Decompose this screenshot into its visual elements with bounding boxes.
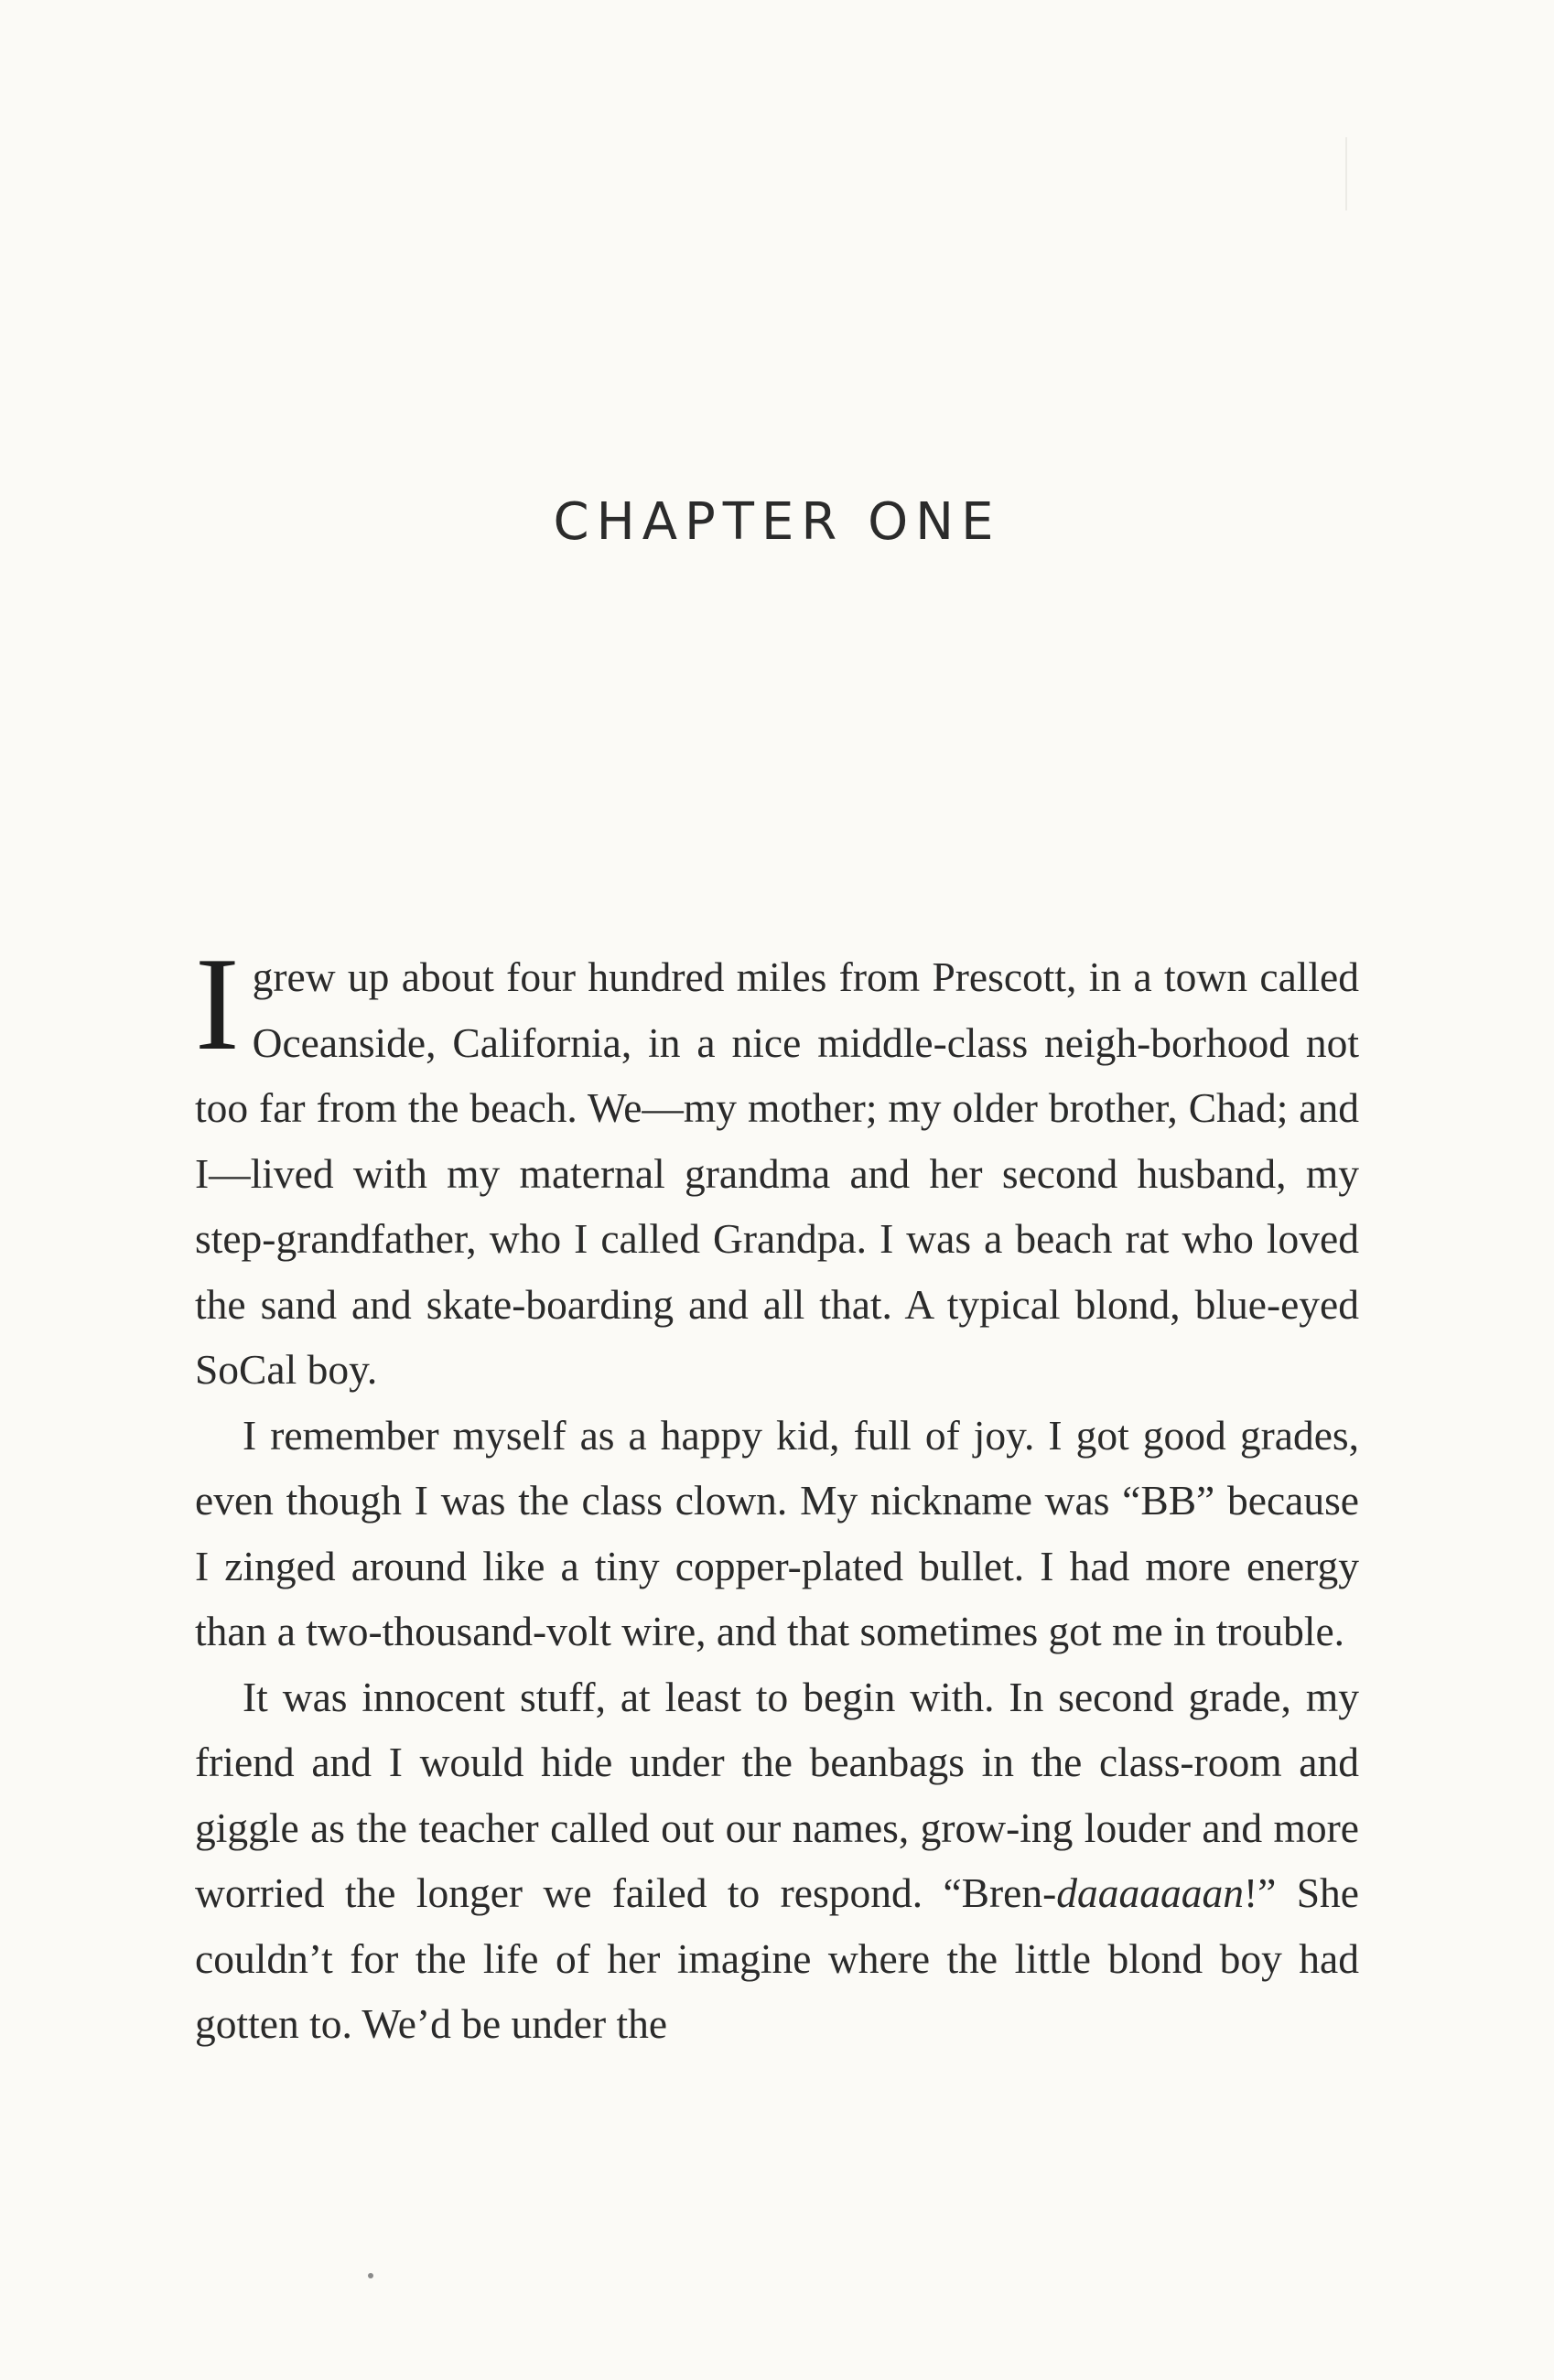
- chapter-heading: CHAPTER ONE: [553, 492, 1001, 552]
- paragraph-3-italic: daaaaaaan: [1056, 1869, 1244, 1916]
- scan-artifact-line: [1345, 137, 1347, 210]
- paragraph-3-text-before: It was innocent stuff, at least to begin with. In second grade, my friend and I would hide under the beanbags in the class-room and giggle as the teacher called out our names, grow-ing louder and more worried the longer we failed to respond. “Bren-: [195, 1673, 1359, 1916]
- paragraph-3: [195, 1664, 1359, 2057]
- drop-cap: I: [195, 930, 240, 1078]
- paragraph-3-text-after: !” She couldn’t for the life of her imagine where the little blond boy had gotten to. We’d be under the: [195, 1869, 1359, 2047]
- paragraph-2: [195, 1403, 1359, 1664]
- scan-speck: [368, 2273, 373, 2278]
- paragraph-1-text: grew up about four hundred miles from Prescott, in a town called Oceanside, California, in a nice middle-class neigh-borhood not too far from the beach. We—my mother; my older brother, Chad; and I—lived with my maternal grandma and her second husband, my step-grandfather, who I called Grandpa. I was a beach rat who loved the sand and skate-boarding and all that. A typical blond, blue-eyed SoCal boy.: [195, 953, 1359, 1393]
- chapter-body: [195, 930, 1359, 2057]
- paragraph-2-text: I remember myself as a happy kid, full of joy. I got good grades, even though I was the class clown. My nickname was “BB” because I zinged around like a tiny copper-plated bullet. I had more energy than a two-thousand-volt wire, and that sometimes got me in trouble.: [195, 1411, 1359, 1654]
- paragraph-1: [195, 930, 1359, 1403]
